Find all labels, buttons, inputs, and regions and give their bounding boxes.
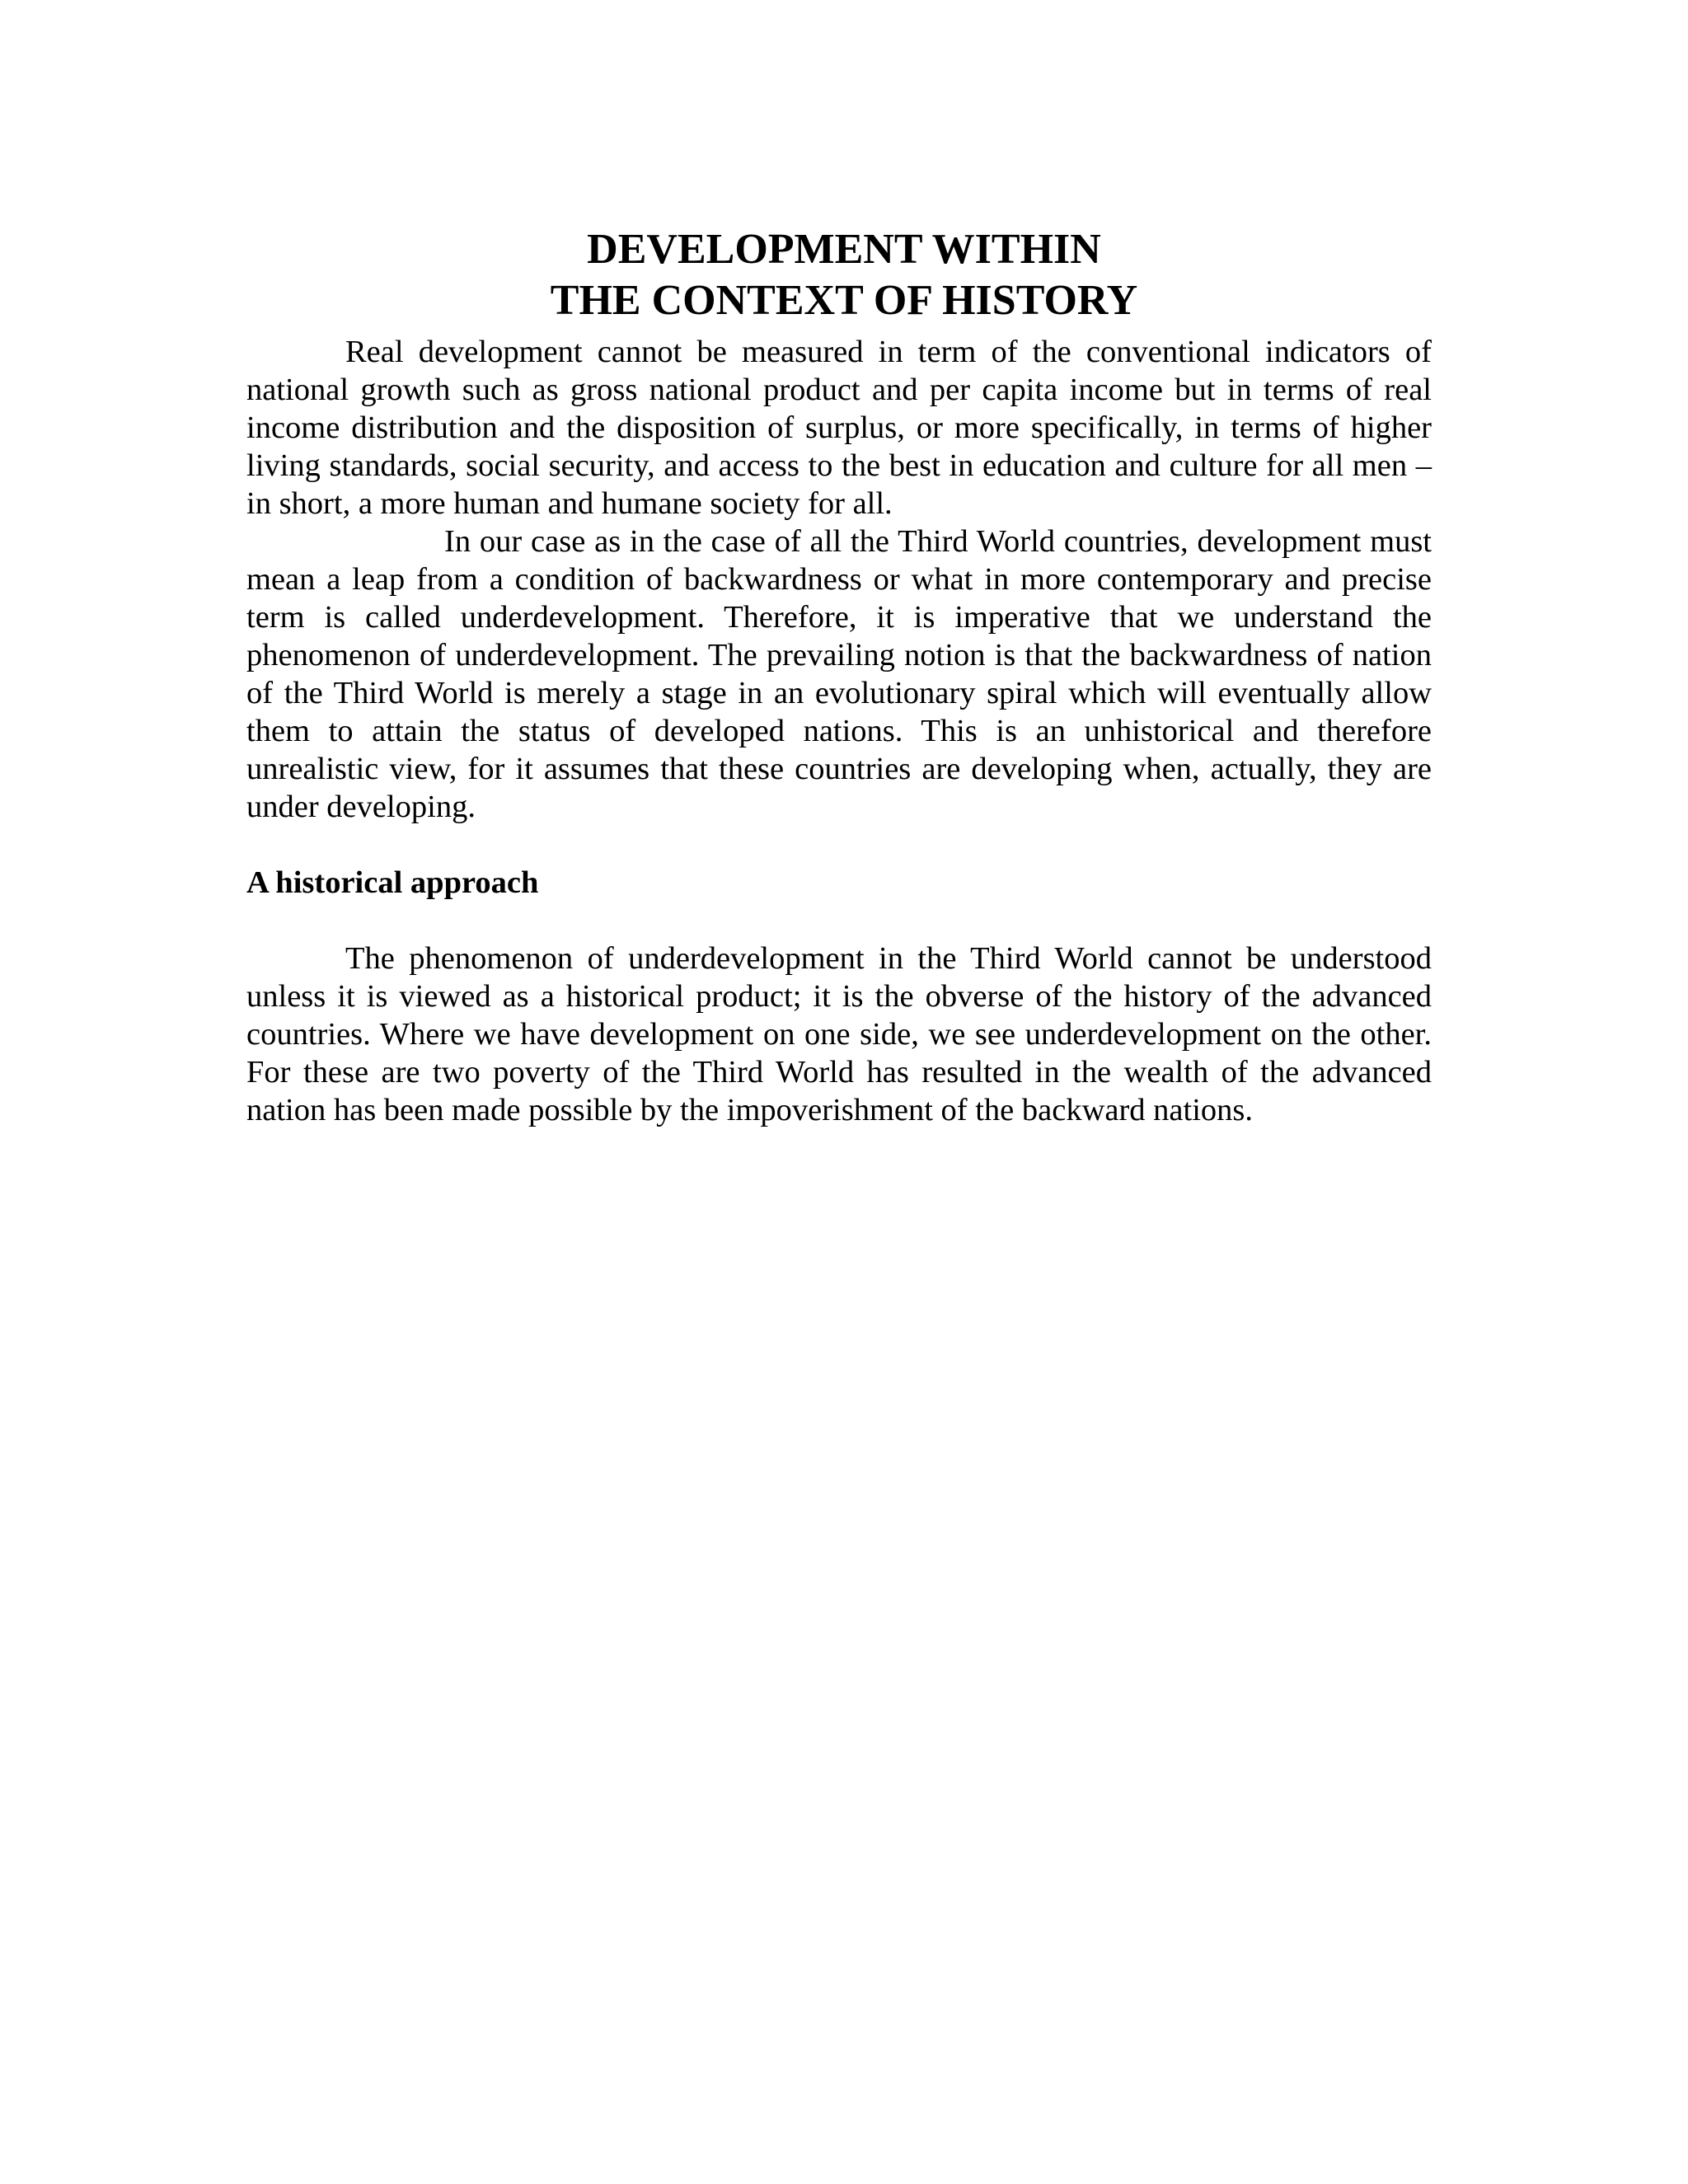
title-line-2: THE CONTEXT OF HISTORY [550,276,1138,324]
third-world-paragraph: In our case as in the case of all the Third World countries, development must mean a leap from a condition of backwardness or what in more contemporary and precise term is called underdevelopment. Therefore, it is imperative that we understand the phenomenon of underdevelopment. The prevailing notion is that the backwardness of nation of the Third World is merely a stage in an evolutionary spiral which will eventually allow them to attain the status of developed nations. This is an unhistorical and therefore unrealistic view, for it assumes that these countries are developing when, actually, they are under developing. [246,524,1432,824]
document-body [246,333,1432,1129]
section-paragraph: The phenomenon of underdevelopment in the Third World cannot be understood unless it is viewed as a historical product; it is the obverse of the history of the advanced countries. Where we have development on one side, we see underdevelopment on the other. For these are two poverty of the Third World has resulted in the wealth of the advanced nation has been made possible by the impoverishment of the backward nations. [246,941,1432,1127]
section-heading: A historical approach [246,865,539,900]
page-title [0,224,1688,326]
title-line-1: DEVELOPMENT WITHIN [587,225,1101,273]
intro-paragraph: Real development cannot be measured in term of the conventional indicators of national growth such as gross national product and per capita income but in terms of real income distribution and the disposition of surplus, or more specifically, in terms of higher living standards, social security, and access to the best in education and culture for all men – in short, a more human and humane society for all. [246,335,1432,521]
